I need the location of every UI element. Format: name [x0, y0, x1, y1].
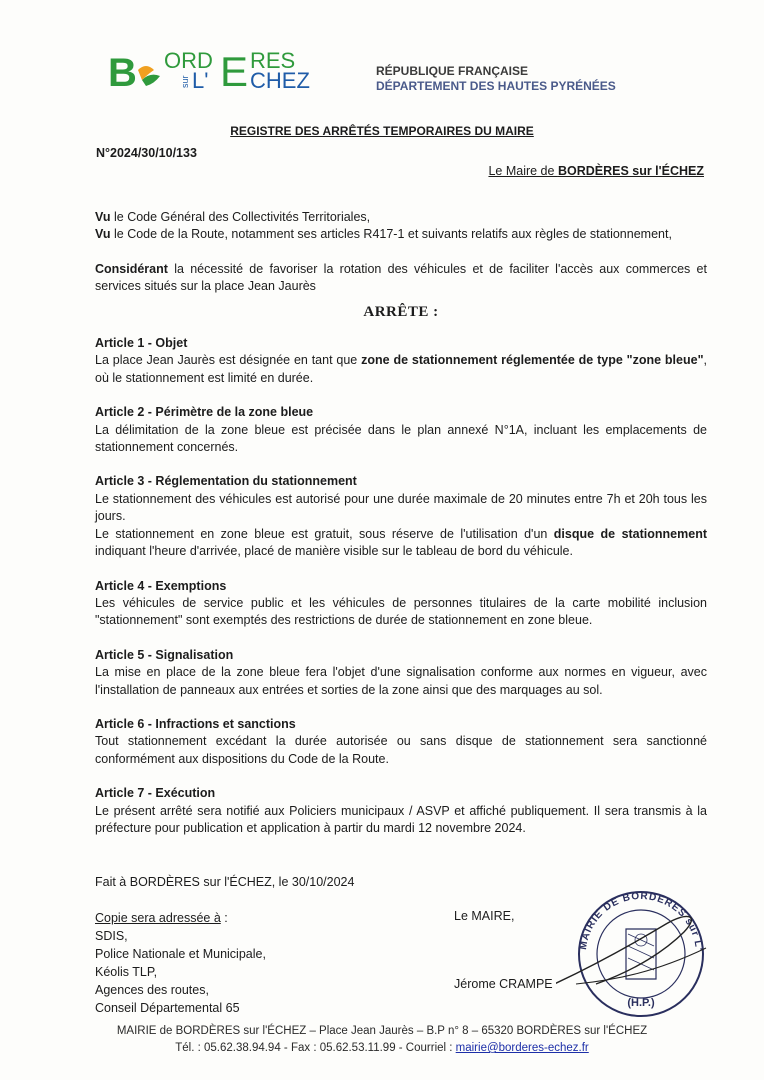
arrete-heading: ARRÊTE :: [363, 303, 439, 320]
article-4-title: Article 4 - Exemptions: [95, 578, 227, 593]
article-2-title: Article 2 - Périmètre de la zone bleue: [95, 405, 314, 420]
article-6-title: Article 6 - Infractions et sanctions: [95, 716, 296, 731]
article-2-text: La délimitation de la zone bleue est précisée dans le plan annexé N°1A, incluant les emplacements de stationnement concernés.: [95, 422, 707, 455]
svg-text:L': L': [192, 68, 209, 93]
signatory-role: Le MAIRE,: [454, 909, 515, 923]
emphasis: zone de stationnement réglementée de type "zone bleue": [361, 353, 704, 368]
article-3-text-2: [95, 526, 707, 561]
article-6-text: Tout stationnement excédant la durée autorisée ou sans disque de stationnement sera sanctionné conformément aux dispositions du Code de la Route.: [95, 734, 707, 766]
visa-2: [95, 226, 707, 243]
text: Le stationnement en zone bleue est gratuit, sous réserve de l'utilisation d'un: [95, 526, 554, 541]
footer-phone-fax: Tél. : 05.62.38.94.94 - Fax : 05.62.53.11.99 - Courriel :: [175, 1042, 456, 1054]
article-4-text: Les véhicules de service public et les véhicules de personnes titulaires de la carte mobilité inclusion "stationnement" sont exemptés des restrictions de durée de stationnement en zone bleue.: [95, 595, 707, 628]
issuer: [488, 164, 704, 178]
article-5-title: Article 5 - Signalisation: [95, 647, 234, 662]
town-logo: [108, 44, 348, 94]
visa-text: le Code de la Route, notamment ses articles R417-1 et suivants relatifs aux règles de stationnement,: [110, 227, 672, 242]
fait-a: Fait à BORDÈRES sur l'ÉCHEZ, le 30/10/2024: [95, 875, 355, 889]
svg-text:E: E: [220, 48, 249, 94]
visa-text: le Code Général des Collectivités Territoriales,: [110, 210, 371, 224]
copy-heading: [95, 909, 266, 927]
text: indiquant l'heure d'arrivée, placé de manière visible sur le tableau de bord du véhicule.: [95, 544, 573, 559]
emphasis: disque de stationnement: [553, 526, 707, 541]
email-link[interactable]: mairie@borderes-echez.fr: [455, 1042, 589, 1054]
republic-header: [376, 64, 616, 94]
visa-keyword: Vu: [95, 210, 111, 224]
issuer-prefix: Le Maire de: [488, 164, 558, 178]
article-1-text: [95, 352, 707, 387]
footer: [0, 1023, 764, 1057]
copy-heading-label: Copie sera adressée à: [95, 911, 221, 925]
text: , où le stationnement est limité en durée.: [95, 353, 707, 385]
article-3-text-1: Le stationnement des véhicules est autorisé pour une durée maximale de 20 minutes entre 7h et 20h tous les jours.: [95, 491, 707, 524]
recipient: SDIS,: [95, 929, 128, 943]
article-7-text: Le présent arrêté sera notifié aux Policiers municipaux / ASVP et affiché publiquement. Il sera transmis à la préfecture pour publication et application à partir du mardi 12 novembre 2024.: [95, 803, 707, 835]
copy-recipients: [95, 909, 266, 1017]
recipient: Kéolis TLP,: [95, 965, 158, 979]
article-7-title: Article 7 - Exécution: [95, 786, 216, 801]
article-5-text: La mise en place de la zone bleue fera l'objet d'une signalisation conforme aux normes en vigueur, avec l'installation de panneaux aux entrées et sorties de la zone ainsi que des marquages au sol.: [95, 665, 707, 697]
considerant-keyword: Considérant: [95, 261, 168, 276]
svg-text:ORD: ORD: [164, 48, 213, 73]
svg-text:MAIRIE DE BORDERES sur L'ECHEZ: MAIRIE DE BORDERES sur L': [578, 890, 704, 952]
footer-contact: [0, 1040, 764, 1057]
register-title: REGISTRE DES ARRÊTÉS TEMPORAIRES DU MAIRE: [230, 124, 534, 138]
signatory-name: Jérome CRAMPE: [454, 977, 553, 991]
considerant-text: la nécessité de favoriser la rotation des véhicules et de faciliter l'accès aux commerces et services situés sur la place Jean Jaurès: [95, 261, 707, 294]
departement-label: DÉPARTEMENT DES HAUTES PYRÉNÉES: [376, 79, 616, 93]
visa-1: [95, 209, 707, 226]
svg-text:RES: RES: [250, 48, 296, 73]
svg-text:(H.P.): (H.P.): [627, 997, 655, 1009]
svg-text:sur: sur: [180, 75, 190, 88]
recipient: Conseil Départemental 65: [95, 1001, 240, 1015]
arrete-body: [95, 209, 707, 837]
article-1-title: Article 1 - Objet: [95, 336, 188, 351]
visa-keyword: Vu: [95, 227, 111, 242]
footer-address: MAIRIE de BORDÈRES sur l'ÉCHEZ – Place Jean Jaurès – B.P n° 8 – 65320 BORDÈRES sur l'ÉCHEZ: [116, 1025, 648, 1037]
republique-label: RÉPUBLIQUE FRANÇAISE: [376, 64, 529, 78]
recipient: Agences des routes,: [95, 983, 209, 997]
article-3-title: Article 3 - Réglementation du stationnement: [95, 474, 357, 489]
arrete-number: N°2024/30/10/133: [96, 146, 197, 160]
mairie-stamp: [556, 884, 726, 1024]
recipient: Police Nationale et Municipale,: [95, 947, 266, 961]
issuer-name: BORDÈRES sur l'ÉCHEZ: [557, 164, 704, 178]
copy-heading-suffix: :: [220, 911, 228, 925]
svg-text:B: B: [108, 51, 137, 94]
considerant: [95, 261, 707, 296]
text: La place Jean Jaurès est désignée en tant que: [95, 353, 362, 368]
svg-text:CHEZ: CHEZ: [250, 68, 310, 93]
